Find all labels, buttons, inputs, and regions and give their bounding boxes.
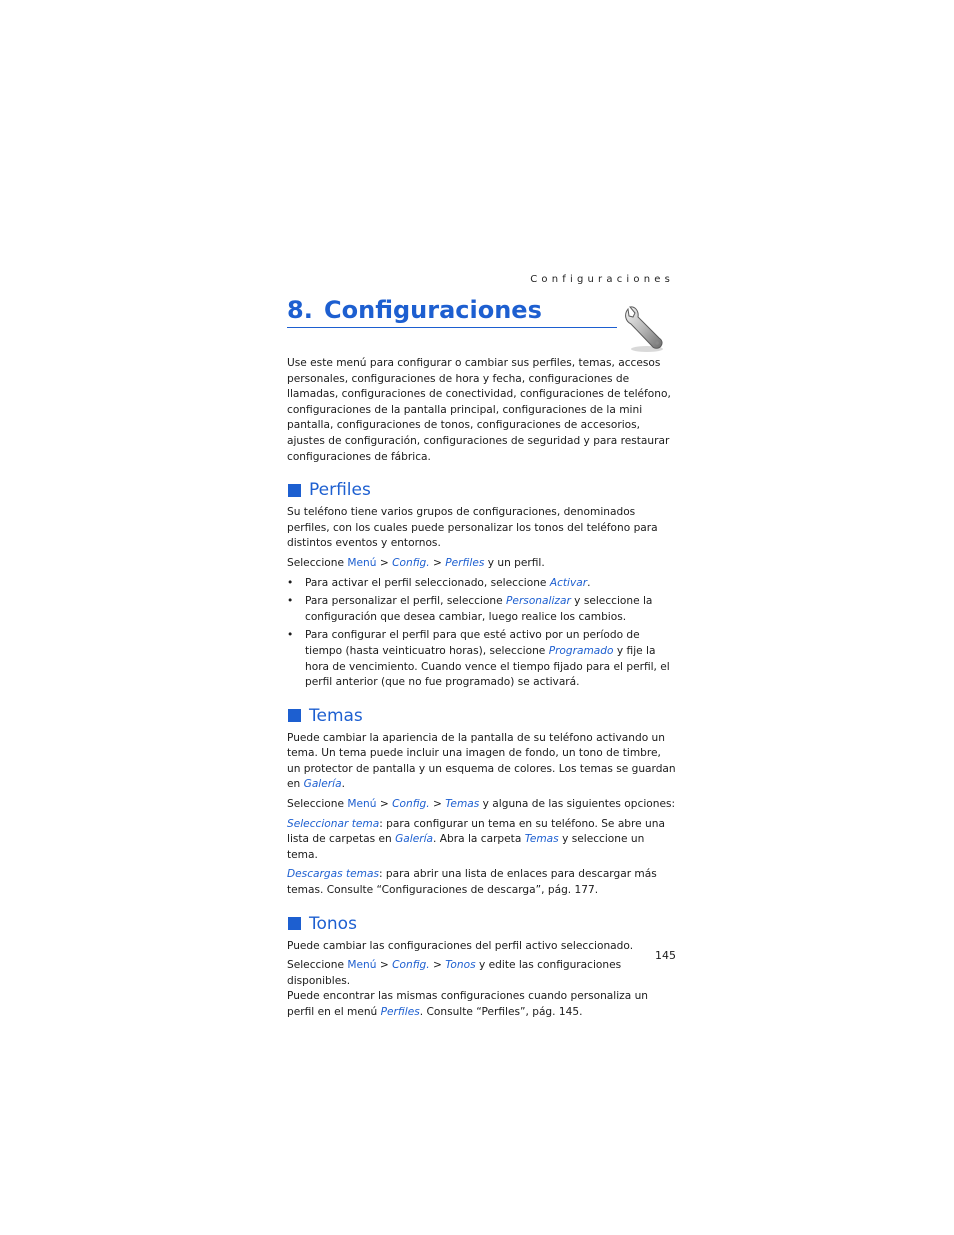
config-ref: Config. bbox=[392, 556, 430, 569]
section-heading-tonos: Tonos bbox=[287, 913, 677, 935]
list-item: • Para activar el perfil seleccionado, seleccione Activar. bbox=[287, 576, 677, 592]
menu-ref: Menú bbox=[347, 556, 377, 569]
tonos-select-path: Seleccione Menú > Config. > Tonos y edite las configuraciones disponibles. bbox=[287, 959, 622, 987]
tonos-more: Puede encontrar las mismas configuraciones cuando personaliza un perfil en el menú Perfiles. Consulte “Perfiles”, pág. 145. bbox=[287, 990, 649, 1018]
option-activar: Activar bbox=[549, 576, 588, 589]
square-bullet-icon bbox=[288, 484, 301, 497]
option-personalizar: Personalizar bbox=[506, 595, 571, 608]
square-bullet-icon bbox=[288, 917, 301, 930]
config-ref: Config. bbox=[392, 798, 430, 811]
square-bullet-icon bbox=[288, 709, 301, 722]
perfiles-ref: Perfiles bbox=[445, 556, 485, 569]
intro-paragraph: Use este menú para configurar o cambiar sus perfiles, temas, accesos personales, configuraciones de hora y fecha, configuraciones de llamadas, configuraciones de conectividad, configuraciones de teléfono, configuraciones de la pantalla principal, configuraciones de la mini pantalla, configuraciones de tonos, configuraciones de accesorios, ajustes de configuración, configuraciones de seguridad y para restaurar configuraciones de fábrica. bbox=[287, 357, 671, 463]
tonos-ref: Tonos bbox=[445, 959, 476, 972]
tonos-body: Puede cambiar las configuraciones del perfil activo seleccionado. bbox=[287, 939, 634, 952]
section-heading-perfiles: Perfiles bbox=[287, 479, 677, 501]
temas-ref: Temas bbox=[445, 798, 480, 811]
section-heading-temas: Temas bbox=[287, 705, 677, 727]
perfiles-options-list bbox=[287, 576, 677, 691]
running-head: Configuraciones bbox=[530, 274, 674, 285]
galeria-ref: Galería bbox=[303, 778, 342, 791]
temas-select-path: Seleccione Menú > Config. > Temas y alguna de las siguientes opciones: bbox=[287, 798, 676, 811]
temas-option-seleccionar: Seleccionar tema: para configurar un tema en su teléfono. Se abre una lista de carpetas en Galería. Abra la carpeta Temas y seleccione un tema. bbox=[287, 817, 665, 861]
perfiles-body: Su teléfono tiene varios grupos de configuraciones, denominados perfiles, con los cuales puede personalizar los tonos del teléfono para distintos eventos y entornos. bbox=[287, 506, 658, 550]
page-number: 145 bbox=[655, 949, 676, 962]
list-item: • Para configurar el perfil para que esté activo por un período de tiempo (hasta veinticuatro horas), seleccione Programado y fije la hora de vencimiento. Cuando vence el tiempo fijado para el perfil, el perfil anterior (que no fue programado) se activará. bbox=[287, 628, 677, 690]
temas-body: Puede cambiar la apariencia de la pantalla de su teléfono activando un tema. Un tema puede incluir una imagen de fondo, un tono de timbre, un protector de pantalla y un esquema de colores. Los temas se guardan en Galería. bbox=[287, 731, 676, 791]
galeria-ref: Galería bbox=[395, 833, 434, 846]
temas-option-descargas: Descargas temas: para abrir una lista de enlaces para descargar más temas. Consulte “Configuraciones de descarga”, pág. 177. bbox=[287, 868, 657, 897]
chapter-title-text: Configuraciones bbox=[324, 296, 542, 324]
menu-ref: Menú bbox=[347, 959, 377, 972]
option-descargas-temas: Descargas temas bbox=[287, 868, 379, 881]
menu-ref: Menú bbox=[347, 798, 377, 811]
option-seleccionar-tema: Seleccionar tema bbox=[287, 817, 380, 830]
list-item: • Para personalizar el perfil, seleccione Personalizar y seleccione la configuración que desea cambiar, luego realice los cambios. bbox=[287, 594, 677, 625]
perfiles-ref: Perfiles bbox=[380, 1006, 420, 1018]
chapter-title bbox=[287, 296, 617, 328]
temas-folder-ref: Temas bbox=[524, 833, 559, 846]
option-programado: Programado bbox=[548, 644, 614, 657]
wrench-icon bbox=[622, 305, 668, 355]
chapter-header bbox=[287, 296, 617, 328]
chapter-number: 8. bbox=[287, 296, 313, 324]
page-content bbox=[287, 356, 677, 1025]
perfiles-select-path: Seleccione Menú > Config. > Perfiles y un perfil. bbox=[287, 556, 545, 569]
config-ref: Config. bbox=[392, 959, 430, 972]
